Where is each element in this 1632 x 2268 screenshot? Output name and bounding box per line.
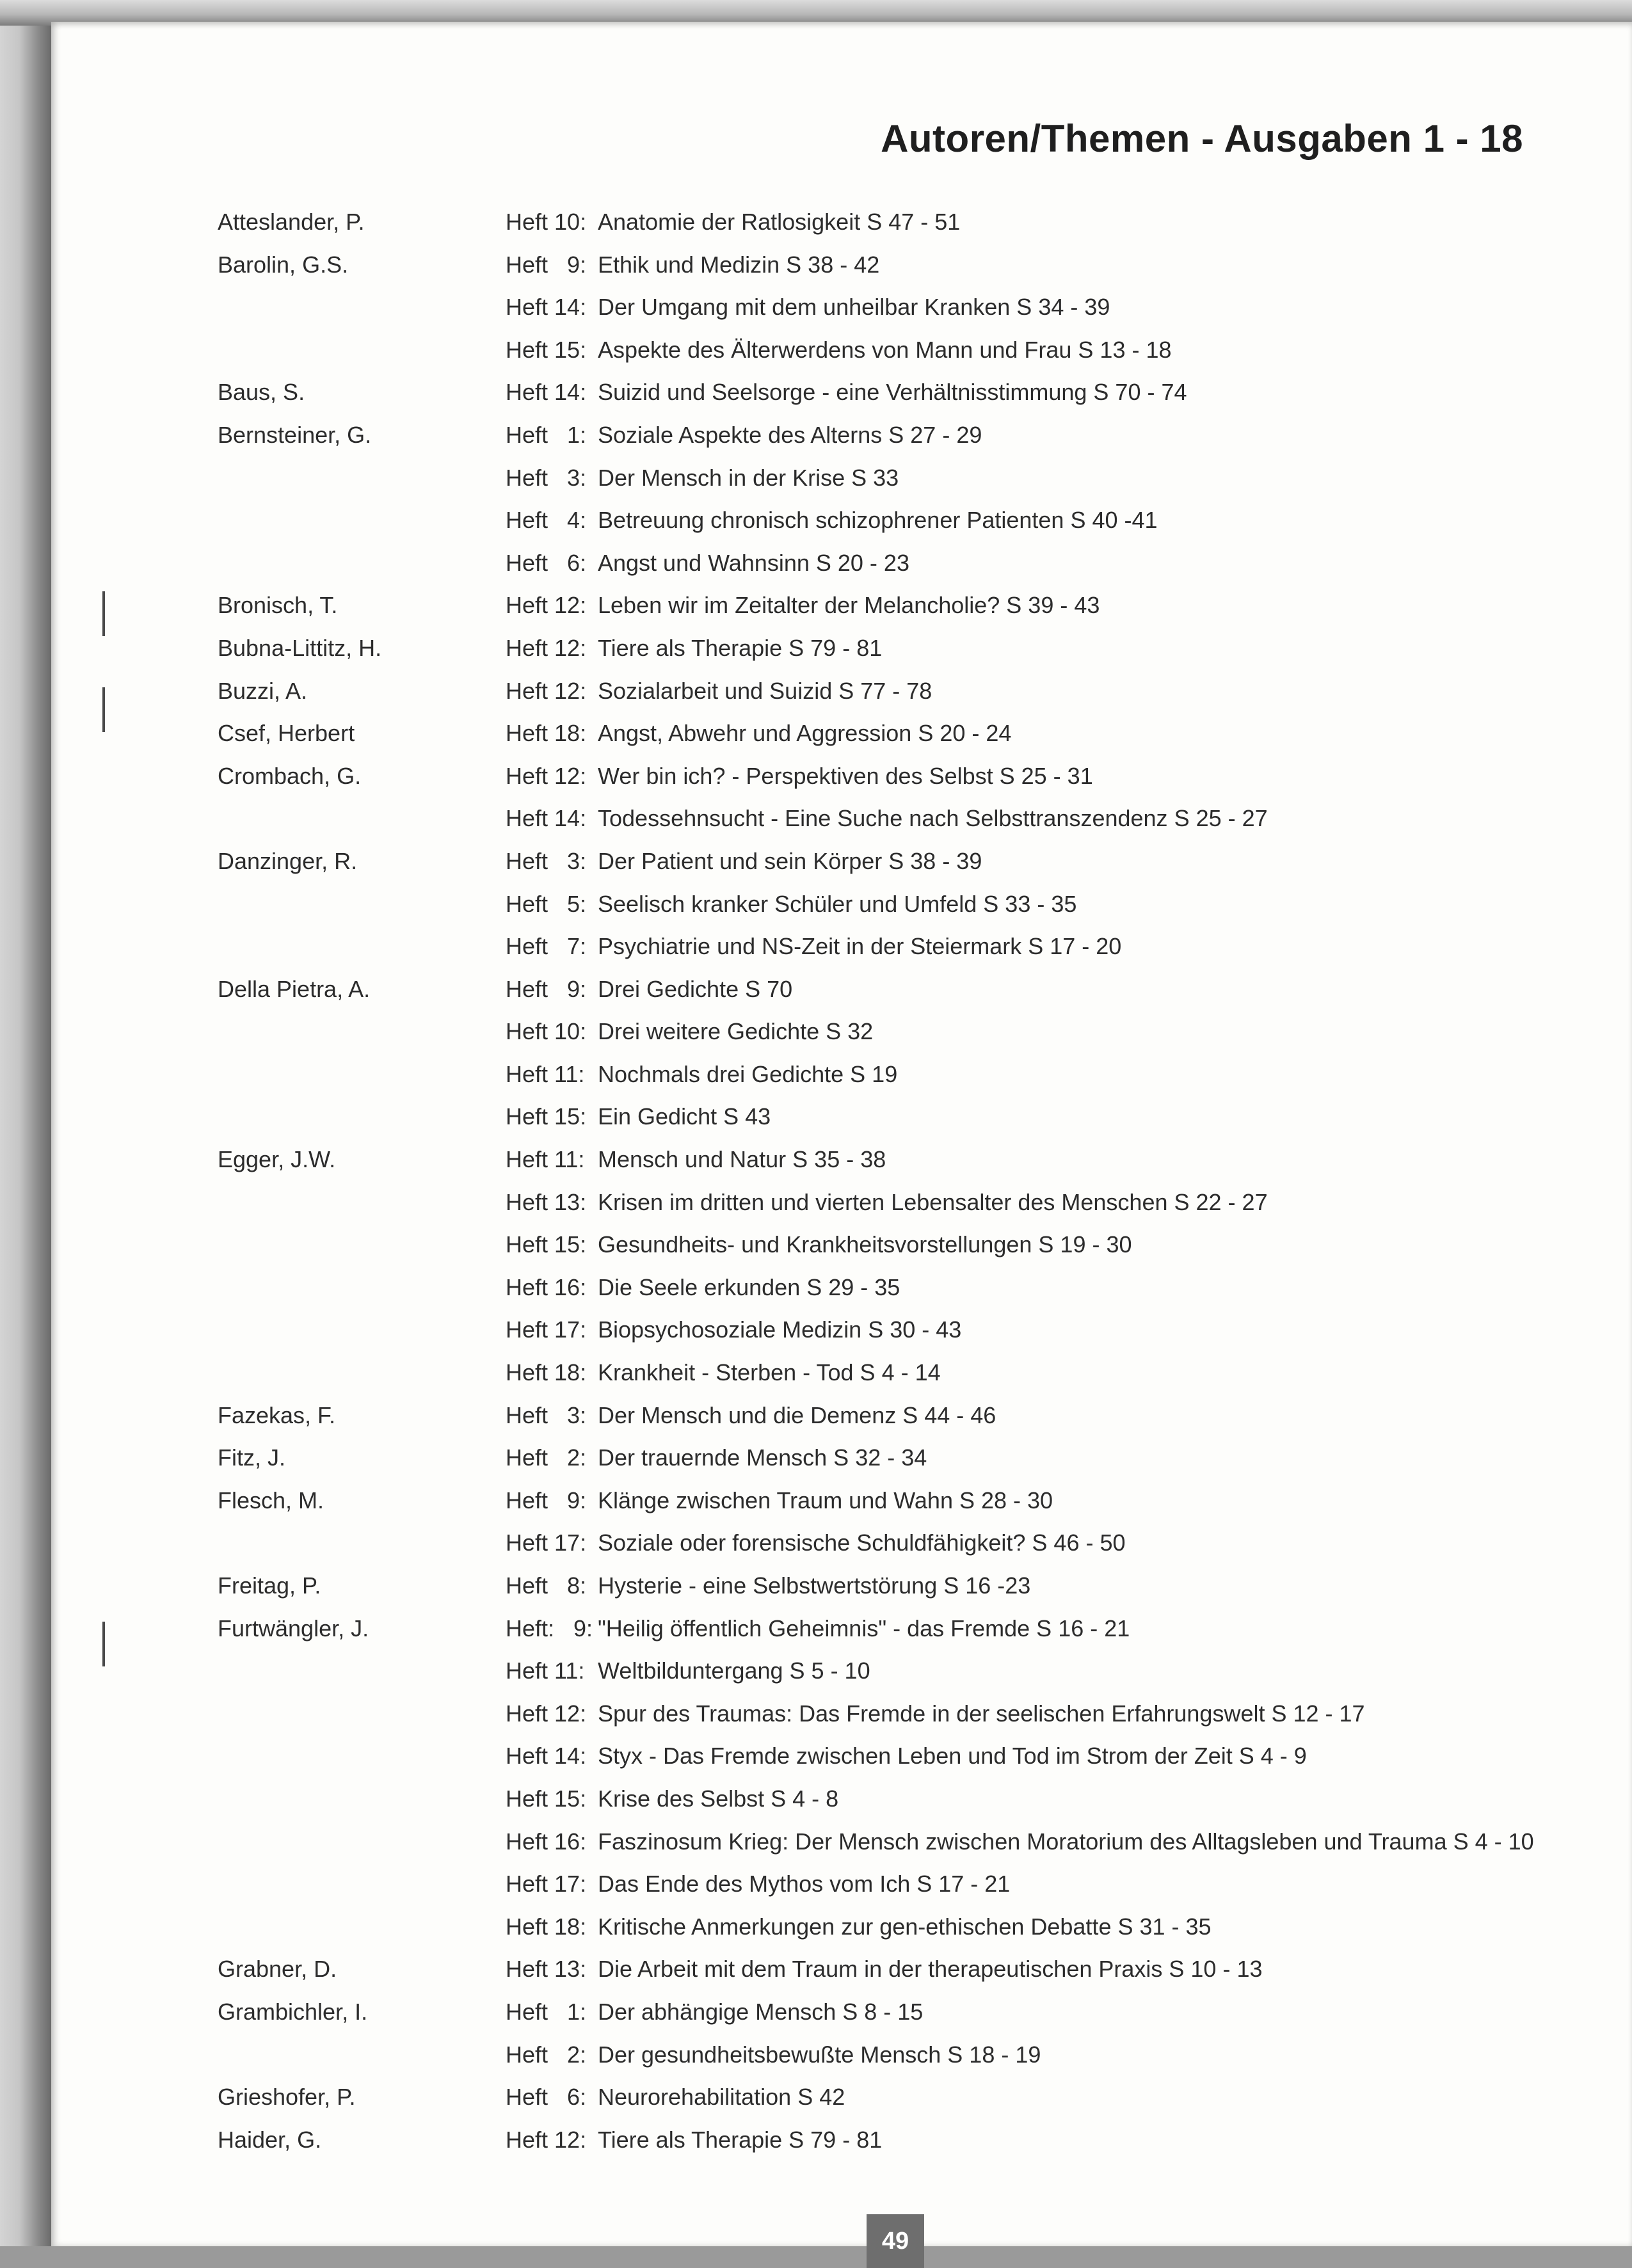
article-title: Der Mensch und die Demenz S 44 - 46	[598, 1402, 996, 1428]
index-row	[218, 414, 1587, 457]
issue-label: Heft 14:	[506, 379, 587, 406]
author-name: Grabner, D.	[218, 1956, 337, 1983]
article-title: Der trauernde Mensch S 32 - 34	[598, 1444, 927, 1471]
issue-label: Heft 13:	[506, 1956, 587, 1983]
author-name: Fitz, J.	[218, 1444, 285, 1471]
issue-label: Heft 11:	[506, 1146, 585, 1173]
article-title: Krisen im dritten und vierten Lebensalter des Menschen S 22 - 27	[598, 1188, 1268, 1215]
issue-label: Heft 2:	[506, 2041, 587, 2068]
article-title: Die Seele erkunden S 29 - 35	[598, 1274, 900, 1300]
author-name: Egger, J.W.	[218, 1146, 336, 1173]
article-title: Anatomie der Ratlosigkeit S 47 - 51	[598, 209, 961, 235]
index-row	[218, 1906, 1587, 1949]
article-title: Kritische Anmerkungen zur gen-ethischen Debatte S 31 - 35	[598, 1913, 1212, 1940]
index-row	[218, 1480, 1587, 1522]
index-row	[218, 1437, 1587, 1480]
article-title: Suizid und Seelsorge - eine Verhältnisstimmung S 70 - 74	[598, 379, 1187, 406]
index-row	[218, 1309, 1587, 1352]
staple-mark	[102, 687, 105, 732]
author-name: Buzzi, A.	[218, 677, 308, 704]
issue-label: Heft 3:	[506, 847, 587, 874]
article-title: Leben wir im Zeitalter der Melancholie? S 39 - 43	[598, 592, 1100, 619]
index-row	[218, 712, 1587, 755]
index-row	[218, 371, 1587, 414]
article-title: Tiere als Therapie S 79 - 81	[598, 2126, 883, 2153]
index-row	[218, 1948, 1587, 1991]
author-name: Haider, G.	[218, 2126, 322, 2153]
document-page	[51, 22, 1632, 2255]
article-title: Der Mensch in der Krise S 33	[598, 464, 899, 491]
index-row	[218, 1394, 1587, 1437]
article-title: Gesundheits- und Krankheitsvorstellungen S 19 - 30	[598, 1231, 1132, 1258]
article-title: Der Patient und sein Körper S 38 - 39	[598, 847, 982, 874]
issue-label: Heft 15:	[506, 336, 587, 363]
scan-left-edge	[0, 0, 58, 2246]
index-row	[218, 925, 1587, 968]
issue-label: Heft 17:	[506, 1529, 587, 1556]
index-row	[218, 670, 1587, 713]
page-title: Autoren/Themen - Ausgaben 1 - 18	[881, 117, 1523, 160]
index-row	[218, 2076, 1587, 2119]
index-row	[218, 755, 1587, 798]
article-title: Wer bin ich? - Perspektiven des Selbst S 25 - 31	[598, 762, 1093, 789]
index-row	[218, 1352, 1587, 1394]
article-title: Der abhängige Mensch S 8 - 15	[598, 1998, 924, 2025]
issue-label: Heft 18:	[506, 720, 587, 747]
issue-label: Heft 6:	[506, 2084, 587, 2111]
article-title: Sozialarbeit und Suizid S 77 - 78	[598, 677, 932, 704]
index-row	[218, 584, 1587, 627]
article-title: Spur des Traumas: Das Fremde in der seelischen Erfahrungswelt S 12 - 17	[598, 1700, 1365, 1727]
author-name: Della Pietra, A.	[218, 975, 371, 1002]
author-name: Bronisch, T.	[218, 592, 338, 619]
issue-label: Heft 12:	[506, 762, 587, 789]
index-row	[218, 1735, 1587, 1778]
article-title: Klänge zwischen Traum und Wahn S 28 - 30	[598, 1487, 1053, 1513]
issue-label: Heft 18:	[506, 1359, 587, 1386]
issue-label: Heft 12:	[506, 677, 587, 704]
article-title: Weltbilduntergang S 5 - 10	[598, 1657, 870, 1684]
index-row	[218, 1565, 1587, 1608]
article-title: Tiere als Therapie S 79 - 81	[598, 634, 883, 661]
index-row	[218, 542, 1587, 585]
issue-label: Heft 12:	[506, 592, 587, 619]
issue-label: Heft 5:	[506, 890, 587, 917]
issue-label: Heft 18:	[506, 1913, 587, 1940]
author-name: Bubna-Littitz, H.	[218, 634, 382, 661]
index-row	[218, 201, 1587, 244]
index-row	[218, 797, 1587, 840]
article-title: Hysterie - eine Selbstwertstörung S 16 -23	[598, 1572, 1031, 1599]
article-title: Angst, Abwehr und Aggression S 20 - 24	[598, 720, 1012, 747]
article-title: Psychiatrie und NS-Zeit in der Steiermark S 17 - 20	[598, 933, 1122, 960]
article-title: Das Ende des Mythos vom Ich S 17 - 21	[598, 1871, 1011, 1897]
issue-label: Heft 14:	[506, 1743, 587, 1769]
article-title: Ethik und Medizin S 38 - 42	[598, 251, 880, 278]
article-title: Aspekte des Älterwerdens von Mann und Frau S 13 - 18	[598, 336, 1172, 363]
author-name: Grambichler, I.	[218, 1998, 368, 2025]
author-name: Atteslander, P.	[218, 209, 365, 235]
author-name: Freitag, P.	[218, 1572, 321, 1599]
index-row	[218, 1522, 1587, 1565]
index-row	[218, 1266, 1587, 1309]
article-title: Faszinosum Krieg: Der Mensch zwischen Moratorium des Alltagsleben und Trauma S 4 - 10	[598, 1828, 1534, 1855]
index-row	[218, 1096, 1587, 1138]
author-name: Furtwängler, J.	[218, 1615, 369, 1641]
index-row	[218, 286, 1587, 329]
issue-label: Heft 1:	[506, 421, 587, 448]
issue-label: Heft 13:	[506, 1188, 587, 1215]
index-row	[218, 1778, 1587, 1821]
index-row	[218, 1821, 1587, 1864]
issue-label: Heft 12:	[506, 1700, 587, 1727]
author-name: Barolin, G.S.	[218, 251, 349, 278]
article-title: Neurorehabilitation S 42	[598, 2084, 845, 2111]
index-row	[218, 1650, 1587, 1693]
issue-label: Heft 9:	[506, 251, 587, 278]
index-row	[218, 1053, 1587, 1096]
article-title: Der Umgang mit dem unheilbar Kranken S 34 - 39	[598, 294, 1110, 321]
index-row	[218, 329, 1587, 372]
index-row	[218, 1863, 1587, 1906]
issue-label: Heft 16:	[506, 1828, 587, 1855]
article-title: Todessehnsucht - Eine Suche nach Selbsttranszendenz S 25 - 27	[598, 805, 1268, 832]
index-row	[218, 1010, 1587, 1053]
index-row	[218, 499, 1587, 542]
article-title: Nochmals drei Gedichte S 19	[598, 1060, 898, 1087]
article-title: Betreuung chronisch schizophrener Patienten S 40 -41	[598, 507, 1158, 534]
article-title: Styx - Das Fremde zwischen Leben und Tod im Strom der Zeit S 4 - 9	[598, 1743, 1307, 1769]
author-name: Flesch, M.	[218, 1487, 324, 1513]
issue-label: Heft 3:	[506, 464, 587, 491]
issue-label: Heft: 9:	[506, 1615, 593, 1641]
issue-label: Heft 16:	[506, 1274, 587, 1300]
article-title: Krankheit - Sterben - Tod S 4 - 14	[598, 1359, 941, 1386]
issue-label: Heft 3:	[506, 1402, 587, 1428]
issue-label: Heft 17:	[506, 1871, 587, 1897]
issue-label: Heft 2:	[506, 1444, 587, 1471]
author-name: Baus, S.	[218, 379, 305, 406]
article-title: Seelisch kranker Schüler und Umfeld S 33 - 35	[598, 890, 1077, 917]
article-title: Krise des Selbst S 4 - 8	[598, 1785, 839, 1812]
article-title: Die Arbeit mit dem Traum in der therapeutischen Praxis S 10 - 13	[598, 1956, 1263, 1983]
index-row	[218, 968, 1587, 1011]
index-row	[218, 883, 1587, 926]
author-name: Grieshofer, P.	[218, 2084, 356, 2111]
index-row	[218, 457, 1587, 500]
issue-label: Heft 14:	[506, 294, 587, 321]
index-row	[218, 2119, 1587, 2162]
article-title: "Heilig öffentlich Geheimnis" - das Fremde S 16 - 21	[598, 1615, 1130, 1641]
staple-mark	[102, 591, 105, 636]
index-row	[218, 627, 1587, 670]
article-title: Soziale oder forensische Schuldfähigkeit? S 46 - 50	[598, 1529, 1126, 1556]
index-row	[218, 2034, 1587, 2077]
issue-label: Heft 11:	[506, 1060, 585, 1087]
author-name: Crombach, G.	[218, 762, 362, 789]
issue-label: Heft 12:	[506, 2126, 587, 2153]
article-title: Der gesundheitsbewußte Mensch S 18 - 19	[598, 2041, 1041, 2068]
index-row	[218, 1608, 1587, 1650]
index-row	[218, 244, 1587, 287]
issue-label: Heft 15:	[506, 1103, 587, 1130]
article-title: Angst und Wahnsinn S 20 - 23	[598, 549, 909, 576]
index-row	[218, 1138, 1587, 1181]
issue-label: Heft 7:	[506, 933, 587, 960]
issue-label: Heft 15:	[506, 1785, 587, 1812]
page-number: 49	[867, 2214, 924, 2268]
index-row	[218, 840, 1587, 883]
author-name: Csef, Herbert	[218, 720, 355, 747]
article-title: Drei weitere Gedichte S 32	[598, 1018, 874, 1045]
index-row	[218, 1181, 1587, 1224]
issue-label: Heft 6:	[506, 549, 587, 576]
issue-label: Heft 17:	[506, 1316, 587, 1343]
article-title: Mensch und Natur S 35 - 38	[598, 1146, 886, 1173]
issue-label: Heft 15:	[506, 1231, 587, 1258]
issue-label: Heft 9:	[506, 975, 587, 1002]
article-title: Ein Gedicht S 43	[598, 1103, 771, 1130]
issue-label: Heft 14:	[506, 805, 587, 832]
author-name: Fazekas, F.	[218, 1402, 336, 1428]
issue-label: Heft 4:	[506, 507, 587, 534]
issue-label: Heft 10:	[506, 1018, 587, 1045]
issue-label: Heft 11:	[506, 1657, 585, 1684]
index-row	[218, 1991, 1587, 2034]
issue-label: Heft 9:	[506, 1487, 587, 1513]
issue-label: Heft 1:	[506, 1998, 587, 2025]
issue-label: Heft 8:	[506, 1572, 587, 1599]
article-title: Biopsychosoziale Medizin S 30 - 43	[598, 1316, 962, 1343]
staple-mark	[102, 1622, 105, 1666]
author-name: Danzinger, R.	[218, 847, 358, 874]
index-row	[218, 1693, 1587, 1736]
issue-label: Heft 10:	[506, 209, 587, 235]
author-index-table	[218, 201, 1587, 2161]
author-name: Bernsteiner, G.	[218, 421, 372, 448]
article-title: Drei Gedichte S 70	[598, 975, 793, 1002]
article-title: Soziale Aspekte des Alterns S 27 - 29	[598, 421, 982, 448]
index-row	[218, 1224, 1587, 1266]
issue-label: Heft 12:	[506, 634, 587, 661]
